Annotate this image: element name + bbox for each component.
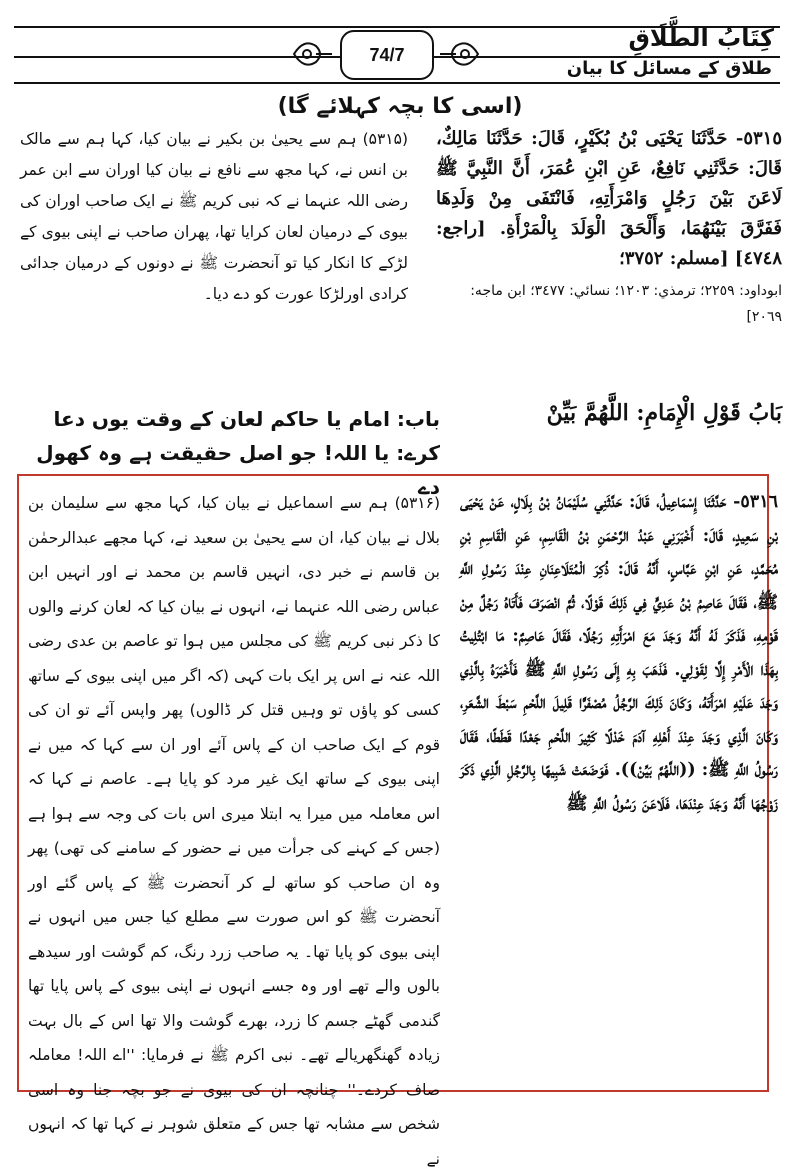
chapter-title: طلاق کے مسائل کا بیان	[566, 58, 772, 79]
hadith-5316-arabic: ٥٣١٦- حَدَّثَنَا إِسْمَاعِيلُ، قَالَ: حَدَّثَنِي سُلَيْمَانُ بْنُ بِلَالٍ، عَنْ يَحْيَى بْنِ سَعِيدٍ، قَالَ: أَخْبَرَنِي عَبْدُ الرَّحْمَنِ بْنُ الْقَاسِمِ، عَنِ الْقَاسِمِ بْنِ مُحَمَّدٍ، عَنِ ابْنِ عَبَّاسٍ، أَنَّهُ قَالَ: ذُكِرَ الْمُتَلَاعِنَانِ عِنْدَ رَسُولِ اللَّهِ ﷺ، فَقَالَ عَاصِمُ بْنُ عَدِيٍّ فِي ذَلِكَ قَوْلًا، ثُمَّ انْصَرَفَ فَأَتَاهُ رَجُلٌ مِنْ قَوْمِهِ، فَذَكَرَ لَهُ أَنَّهُ وَجَدَ مَعَ امْرَأَتِهِ رَجُلًا، فَقَالَ عَاصِمٌ: مَا ابْتُلِيتُ بِهَذَا الْأَمْرِ إِلَّا لِقَوْلِي. فَذَهَبَ بِهِ إِلَى رَسُولِ اللَّهِ ﷺ فَأَخْبَرَهُ بِالَّذِي وَجَدَ عَلَيْهِ امْرَأَتَهُ، وَكَانَ ذَلِكَ الرَّجُلُ مُصْفَرًّا قَلِيلَ اللَّحْمِ سَبْطَ الشَّعَرِ، وَكَانَ الَّذِي وَجَدَ عِنْدَ أَهْلِهِ آدَمَ خَدْلًا كَثِيرَ اللَّحْمِ جَعْدًا قَطَطًا، فَقَالَ رَسُولُ اللَّهِ ﷺ: ((اللَّهُمَّ بَيِّنْ)). فَوَضَعَتْ شَبِيهًا بِالرَّجُلِ الَّذِي ذَكَرَ زَوْجُهَا أَنَّهُ وَجَدَ عِنْدَهَا، فَلَاعَنَ رَسُولُ اللَّهِ ﷺ	[460, 492, 778, 814]
book-title: كِتَابُ الطَّلَاقِ	[628, 24, 774, 52]
chapter-heading-urdu: باب: امام یا حاکم لعان کے وقت یوں دعا کرے: یا اللہ! جو اصل حقیقت ہے وہ کھول دے	[36, 407, 440, 499]
ornament-right-icon	[438, 34, 482, 74]
page-number: 74/7	[369, 44, 405, 65]
header-rule-bottom	[14, 82, 780, 84]
chapter-heading-arabic: بَابُ قَوْلِ الْإِمَامِ: اللَّهُمَّ بَيِّنْ	[546, 400, 782, 426]
hadith-5315-urdu: (۵۳۱۵) ہم سے یحییٰ بن بکیر نے بیان کیا، کہا ہم سے مالک بن انس نے، کہا مجھ سے نافع نے بیان کیا اوران سے ابن عمر رضی اللہ عنہما نے کہ نبی کریم ﷺ نے ایک صاحب اوران کی بیوی کے درمیان لعان کرایا تھا، پھران صاحب نے اپنی بیوی کے لڑکے کا انکار کیا تو آنحضرت ﷺ نے دونوں کے درمیان جدائی کرادی اورلڑکا عورت کو دے دیا۔	[20, 130, 408, 303]
hadith-5315-arabic: ٥٣١٥- حَدَّثَنَا يَحْيَى بْنُ بُكَيْرٍ، قَالَ: حَدَّثَنَا مَالِكٌ، قَالَ: حَدَّثَنِي نَافِعٌ، عَنِ ابْنِ عُمَرَ، أَنَّ النَّبِيَّ ﷺ لَاعَنَ بَيْنَ رَجُلٍ وَامْرَأَتِهِ، فَانْتَفَى مِنْ وَلَدِهَا فَفَرَّقَ بَيْنَهُمَا، وَأَلْحَقَ الْوَلَدَ بِالْمَرْأَةِ. [راجع: ٤٧٤٨] [مسلم: ٣٧٥٢؛	[436, 128, 782, 269]
page-number-box	[340, 30, 434, 80]
hadith-5316-urdu: (۵۳۱۶) ہم سے اسماعیل نے بیان کیا، کہا مجھ سے سلیمان بن بلال نے بیان کیا، ان سے یحییٰ بن سعید نے، کہا مجھے عبدالرحمٰن بن قاسم نے خبر دی، انہیں قاسم بن محمد نے اور انہیں ابن عباس رضی اللہ عنہما نے، انہوں نے بیان کیا کہ لعان کرنے والوں کا ذکر نبی کریم ﷺ کی مجلس میں ہوا تو عاصم بن عدی رضی اللہ عنہ نے اس پر ایک بات کہی (کہ اگر میں اپنی بیوی کے ساتھ کسی کو پاؤں تو وہیں قتل کر ڈالوں) پھر واپس آئے تو ان کی قوم کے ایک صاحب ان کے پاس آئے اور ان سے کہا کہ میں نے اپنی بیوی کے ساتھ ایک غیر مرد کو پایا ہے۔ عاصم نے کہا کہ اس معاملہ میں میرا یہ ابتلا میری اس بات کی وجہ سے ہوا ہے (جس کے کہنے کی جرأت میں نے حضور کے سامنے کی تھی) پھر وہ ان صاحب کو ساتھ لے کر آنحضرت ﷺ کے پاس گئے اور آنحضرت ﷺ کو اس صورت سے مطلع کیا جس میں انہوں نے اپنی بیوی کو پایا تھا۔ یہ صاحب زرد رنگ، کم گوشت اور سیدھے بالوں والے تھے اور وہ جسے انہوں نے اپنی بیوی کے پاس پایا تھا گندمی گھٹے جسم کا زرد، بھرے گوشت والا تھا اس کے بال بہت زیادہ گھنگھریالے تھے۔ نبی اکرم ﷺ نے فرمایا: ''اے اللہ! معاملہ صاف کردے۔'' چنانچہ ان کی بیوی نے جو بچہ جنا وہ اسی شخص سے مشابہ تھا جس کے متعلق شوہر نے کہا تھا کہ انہوں نے	[28, 494, 440, 1168]
page-header	[14, 26, 780, 84]
section-subheading: (اسی کا بچہ کہلائے گا)	[277, 94, 523, 119]
ornament-left-icon	[290, 34, 334, 74]
hadith-5315-references: ابوداود: ٢٢٥٩؛ ترمذي: ١٢٠٣؛ نسائي: ٣٤٧٧؛ ابن ماجه: ٢٠٦٩]	[470, 283, 782, 325]
